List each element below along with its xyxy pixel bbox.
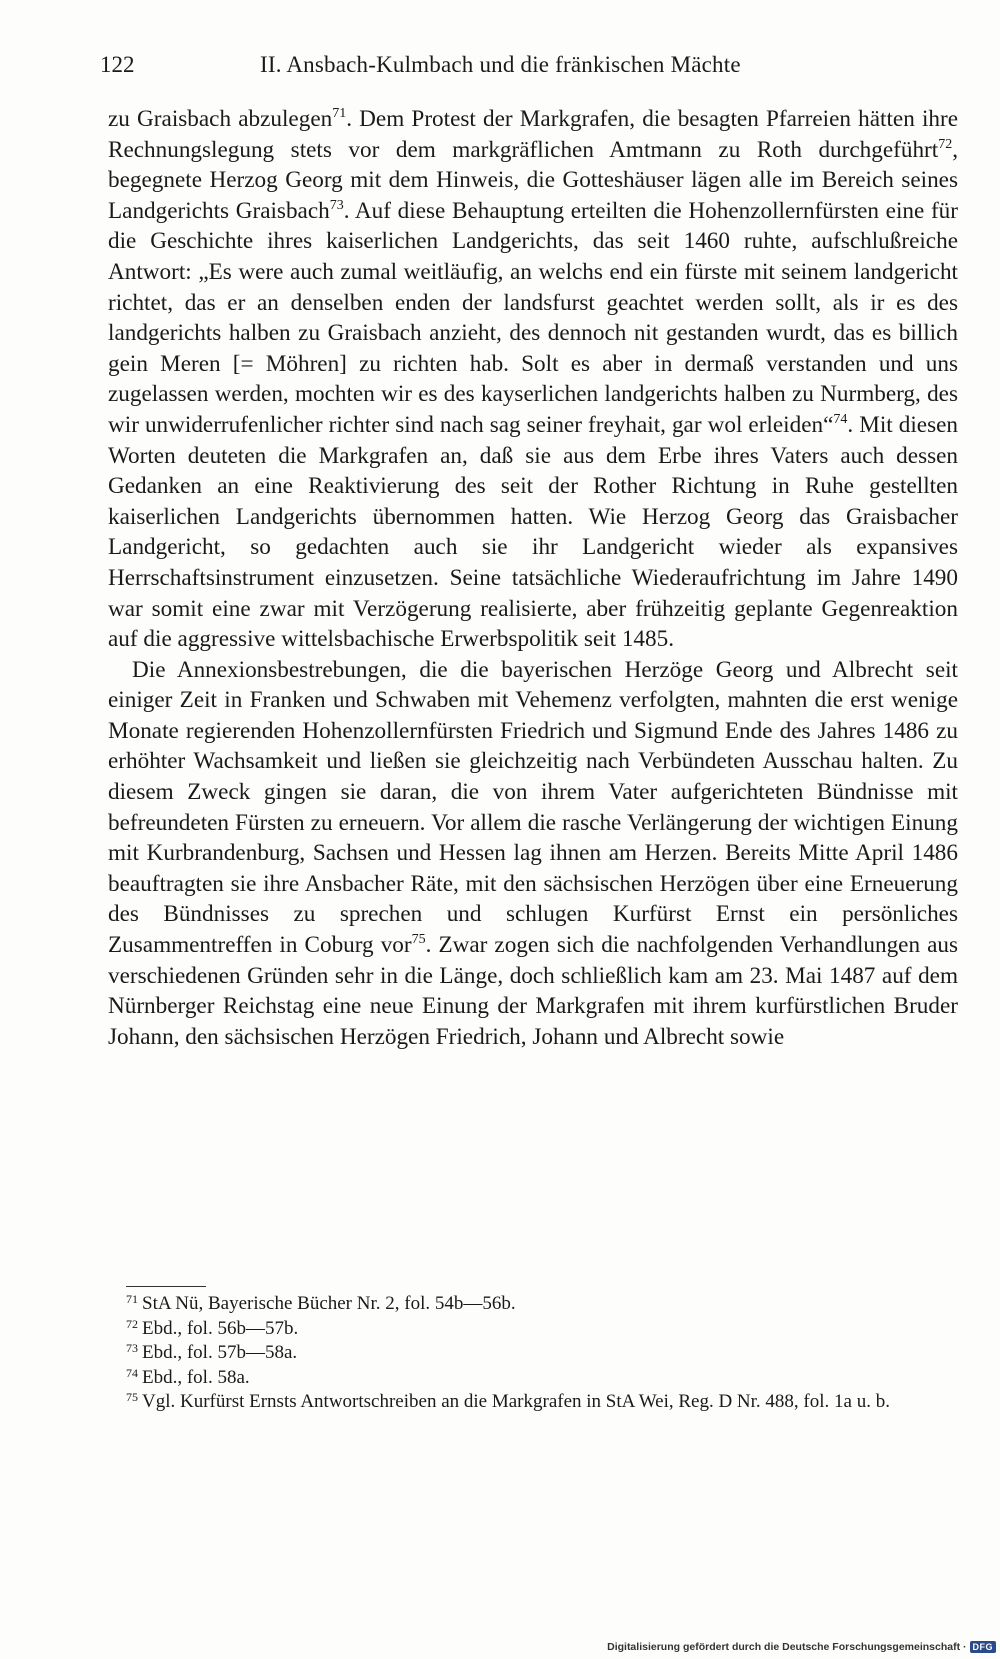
text-run: . Dem Protest der Markgrafen, die besagten Pfarreien hätten ihre Rechnungslegung stets vor dem markgräflichen Amtmann zu Roth durchgeführt xyxy=(108,106,959,163)
footnote-divider xyxy=(126,1286,206,1287)
footnote-74 xyxy=(126,1366,958,1391)
footnote-text: StA Nü, Bayerische Bücher Nr. 2, fol. 54b—56b. xyxy=(142,1293,516,1314)
footnote-ref: 74 xyxy=(833,411,848,427)
footnote-71 xyxy=(126,1292,958,1317)
footnote-text: Ebd., fol. 58a. xyxy=(142,1366,250,1388)
footnote-number: 74 xyxy=(126,1365,138,1380)
footnote-ref: 75 xyxy=(411,932,426,948)
text-run: . Auf diese Behauptung erteilten die Hohenzollernfürsten eine für die Geschichte ihres kaiserlichen Landgerichts, das seit 1460 ruhte, aufschlußreiche Antwort: „Es were auch zumal weitläufig, an welchs end ein fürste mit seinem landgericht richtet, das er an denselben enden der landsfurst geachtet werden sollt, als ir es des landgerichts halben zu Graisbach anzieht, des dennoch nit gestanden wurdt, das es billich gein Meren [= Möhren] zu richten hab. Solt es aber in dermaß verstanden und uns zugelassen werden, mochten wir es des kayserlichen landgerichts halben zu Nurmberg, des wir unwiderrufenlicher richter sind nach sag seiner freyhait, gar wol erleiden“ xyxy=(108,197,958,438)
text-run: Die Annexionsbestrebungen, die die bayerischen Herzöge Georg und Albrecht seit einiger Zeit in Franken und Schwaben mit Vehemenz verfolgten, mahnten die erst wenige Monate regierenden Hohenzollernfürsten Friedrich und Sigmund Ende des Jahres 1486 zu erhöhter Wachsamkeit und ließen sie gleichzeitig nach Verbündeten Ausschau halten. Zu diesem Zweck gingen sie daran, die von ihrem Vater aufgerichteten Bündnisse mit befreundeten Fürsten zu erneuern. Vor allem die rasche Verlängerung der wichtigen Einung mit Kurbrandenburg, Sachsen und Hessen lag ihnen am Herzen. Bereits Mitte April 1486 beauftragten sie ihre Ansbacher Räte, mit den sächsischen Herzögen über eine Erneuerung des Bündnisses zu sprechen und schlugen Kurfürst Ernst ein persönliches Zusammentreffen in Coburg vor xyxy=(108,656,958,959)
footnote-ref: 71 xyxy=(332,106,347,121)
paragraph-1 xyxy=(108,104,958,655)
running-title: II. Ansbach-Kulmbach und die fränkischen Mächte xyxy=(260,52,741,77)
digitization-credit xyxy=(607,1639,996,1655)
text-run: . Zwar zogen sich die nachfolgenden Verhandlungen aus verschiedenen Gründen sehr in die Länge, doch schließlich kam am 23. Mai 1487 auf dem Nürnberger Reichstag eine neue Einung der Markgrafen mit ihrem kurfürstlichen Bruder Johann, den sächsischen Herzögen Friedrich, Johann und Albrecht sowie xyxy=(108,932,959,1050)
footnotes xyxy=(126,1292,958,1415)
footnote-number: 71 xyxy=(126,1292,138,1306)
text-run: . Mit diesen Worten deuteten die Markgrafen an, daß sie aus dem Erbe ihres Vaters auch dessen Gedanken an eine Reaktivierung des seit der Rother Richtung in Ruhe gestellten kaiserlichen Landgerichts übernommen hatten. Wie Herzog Georg das Graisbacher Landgericht, so gedachten auch sie ihr Landgericht wieder als expansives Herrschaftsinstrument einzusetzen. Seine tatsächliche Wiederaufrichtung im Jahre 1490 war somit eine zwar mit Verzögerung realisierte, aber frühzeitig geplante Gegenreaktion auf die aggressive wittelsbachische Erwerbspolitik seit 1485. xyxy=(108,411,958,653)
credit-text: Digitalisierung gefördert durch die Deutsche Forschungsgemeinschaft · xyxy=(607,1641,967,1653)
footnote-number: 73 xyxy=(126,1341,138,1355)
footnote-ref: 73 xyxy=(329,197,344,213)
text-run: zu Graisbach abzulegen xyxy=(108,106,333,132)
footnote-73 xyxy=(126,1341,958,1366)
running-head xyxy=(100,48,920,82)
footnote-72 xyxy=(126,1317,958,1342)
main-text xyxy=(108,104,958,1052)
page-number: 122 xyxy=(100,52,135,77)
footnote-text: Ebd., fol. 56b—57b. xyxy=(142,1317,299,1339)
text-run: , begegnete Herzog Georg mit dem Hinweis, die Gotteshäuser lägen alle im Bereich seines Landgerichts Graisbach xyxy=(108,136,958,224)
footnote-text: Vgl. Kurfürst Ernsts Antwortschreiben an die Markgrafen in StA Wei, Reg. D Nr. 488, fol. 1a u. b. xyxy=(142,1391,890,1412)
footnote-number: 72 xyxy=(126,1316,138,1331)
dfg-logo: DFG xyxy=(970,1641,997,1653)
paragraph-2 xyxy=(108,655,958,1053)
footnote-ref: 72 xyxy=(938,136,953,152)
footnote-75 xyxy=(126,1390,958,1415)
footnote-text: Ebd., fol. 57b—58a. xyxy=(142,1342,298,1363)
footnote-number: 75 xyxy=(126,1390,138,1404)
